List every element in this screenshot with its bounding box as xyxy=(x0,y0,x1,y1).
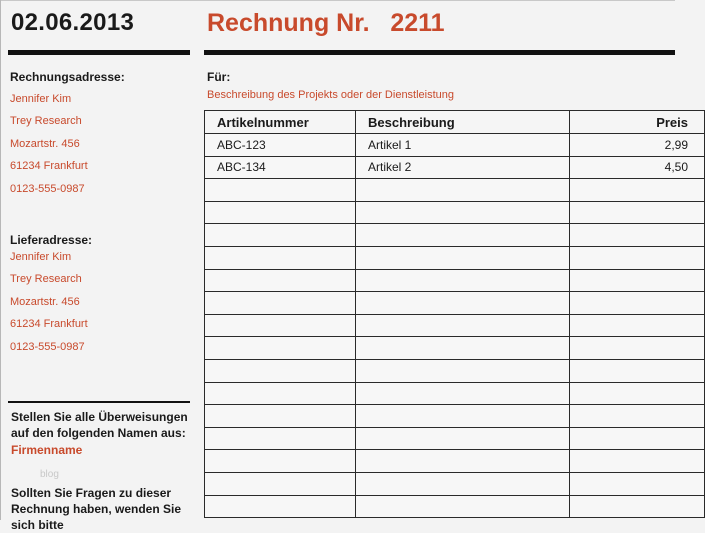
cell-price xyxy=(570,472,705,495)
cell-price xyxy=(570,405,705,428)
billing-address-label: Rechnungsadresse: xyxy=(10,70,125,84)
table-row xyxy=(205,359,705,382)
cell-item-number xyxy=(205,201,356,224)
cell-description xyxy=(356,179,570,202)
cell-price xyxy=(570,269,705,292)
cell-description xyxy=(356,201,570,224)
cell-item-number: ABC-123 xyxy=(205,134,356,157)
cell-price xyxy=(570,450,705,473)
cell-description xyxy=(356,427,570,450)
cell-description xyxy=(356,382,570,405)
column-header-price: Preis xyxy=(570,111,705,134)
cell-price xyxy=(570,337,705,360)
table-row xyxy=(205,292,705,315)
cell-description xyxy=(356,337,570,360)
table-row xyxy=(205,337,705,360)
cell-description: Artikel 2 xyxy=(356,156,570,179)
cell-price xyxy=(570,224,705,247)
table-row xyxy=(205,179,705,202)
table-row xyxy=(205,201,705,224)
cell-description xyxy=(356,314,570,337)
cell-item-number xyxy=(205,224,356,247)
column-header-description: Beschreibung xyxy=(356,111,570,134)
shipping-address-label: Lieferadresse: xyxy=(10,233,93,247)
payment-note: Stellen Sie alle Überweisungen auf den folgenden Namen aus: xyxy=(11,410,188,440)
table-row xyxy=(205,224,705,247)
billing-street: Mozartstr. 456 xyxy=(10,138,80,150)
page-left-border xyxy=(0,0,1,520)
cell-description xyxy=(356,450,570,473)
cell-item-number xyxy=(205,382,356,405)
billing-phone: 0123-555-0987 xyxy=(10,183,85,195)
project-description: Beschreibung des Projekts oder der Dienstleistung xyxy=(207,89,455,101)
questions-note: Sollten Sie Fragen zu dieser Rechnung haben, wenden Sie sich bitte xyxy=(11,486,182,532)
watermark: blog xyxy=(40,469,59,480)
cell-item-number xyxy=(205,427,356,450)
cell-price: 4,50 xyxy=(570,156,705,179)
cell-item-number xyxy=(205,450,356,473)
cell-item-number xyxy=(205,314,356,337)
cell-price xyxy=(570,292,705,315)
cell-price xyxy=(570,246,705,269)
shipping-city: 61234 Frankfurt xyxy=(10,318,88,330)
cell-description xyxy=(356,224,570,247)
cell-price xyxy=(570,314,705,337)
invoice-date: 02.06.2013 xyxy=(11,9,135,36)
cell-item-number xyxy=(205,179,356,202)
items-table xyxy=(204,110,705,518)
left-header-rule xyxy=(8,50,190,55)
cell-item-number xyxy=(205,337,356,360)
cell-price xyxy=(570,382,705,405)
company-name: Firmenname xyxy=(11,443,83,457)
cell-price xyxy=(570,359,705,382)
shipping-phone: 0123-555-0987 xyxy=(10,341,85,353)
billing-name: Jennifer Kim xyxy=(10,93,72,105)
cell-description xyxy=(356,359,570,382)
cell-item-number xyxy=(205,292,356,315)
table-row xyxy=(205,382,705,405)
cell-item-number xyxy=(205,269,356,292)
cell-description xyxy=(356,472,570,495)
table-row xyxy=(205,134,705,157)
cell-item-number xyxy=(205,405,356,428)
table-row xyxy=(205,314,705,337)
shipping-company: Trey Research xyxy=(10,273,82,285)
right-header-rule xyxy=(204,50,675,55)
cell-price xyxy=(570,495,705,518)
cell-item-number xyxy=(205,472,356,495)
shipping-street: Mozartstr. 456 xyxy=(10,296,80,308)
table-row xyxy=(205,472,705,495)
column-header-item-number: Artikelnummer xyxy=(205,111,356,134)
cell-description xyxy=(356,405,570,428)
invoice-title: Rechnung Nr. 2211 xyxy=(207,9,445,37)
page-top-border xyxy=(0,0,675,1)
cell-item-number: ABC-134 xyxy=(205,156,356,179)
cell-description xyxy=(356,292,570,315)
table-row xyxy=(205,405,705,428)
cell-price xyxy=(570,201,705,224)
cell-description xyxy=(356,495,570,518)
table-row xyxy=(205,246,705,269)
billing-city: 61234 Frankfurt xyxy=(10,160,88,172)
payment-note-rule xyxy=(8,401,190,403)
recipient-label: Für: xyxy=(207,70,231,84)
cell-price xyxy=(570,427,705,450)
billing-company: Trey Research xyxy=(10,115,82,127)
cell-price xyxy=(570,179,705,202)
cell-item-number xyxy=(205,495,356,518)
shipping-name: Jennifer Kim xyxy=(10,251,72,263)
table-row xyxy=(205,450,705,473)
table-row xyxy=(205,269,705,292)
table-row xyxy=(205,495,705,518)
cell-price: 2,99 xyxy=(570,134,705,157)
table-row xyxy=(205,156,705,179)
table-row xyxy=(205,427,705,450)
table-header-row xyxy=(205,111,705,134)
cell-description: Artikel 1 xyxy=(356,134,570,157)
cell-item-number xyxy=(205,359,356,382)
cell-item-number xyxy=(205,246,356,269)
cell-description xyxy=(356,246,570,269)
cell-description xyxy=(356,269,570,292)
